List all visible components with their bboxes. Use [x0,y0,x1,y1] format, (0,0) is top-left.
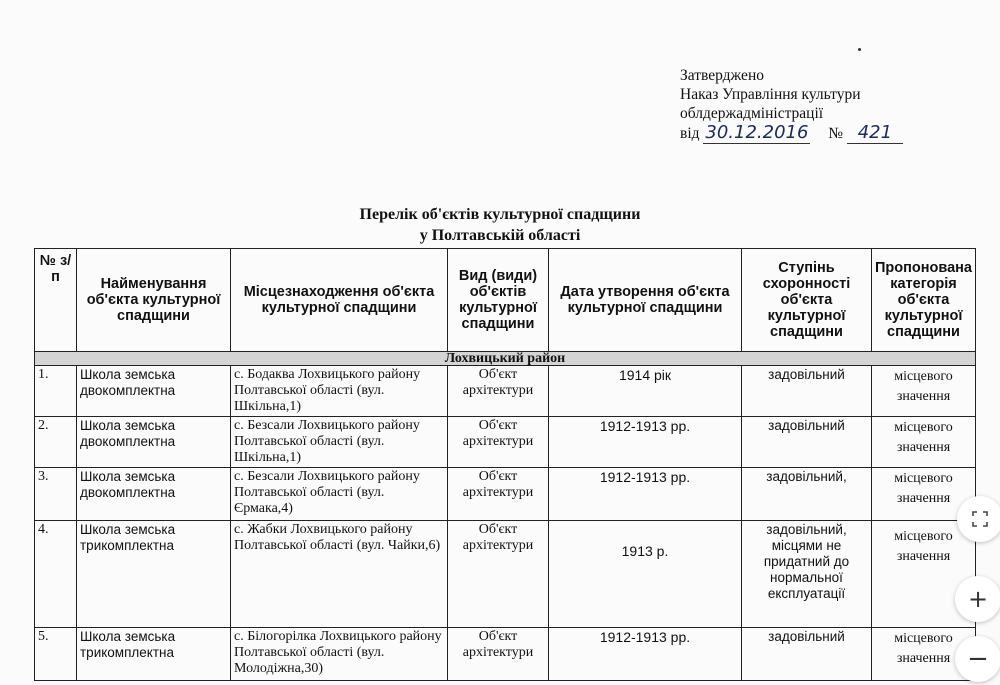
cell-num: 4. [35,521,77,628]
cell-condition: задовільний [742,366,872,417]
cell-date: 1912-1913 рр. [549,417,742,468]
table-row [35,417,976,468]
table-row [35,521,976,628]
cell-name: Школа земська двокомплектна [77,468,231,521]
cell-type: Об'єкт архітектури [448,468,549,521]
zoom-out-button[interactable] [955,636,1000,682]
cell-name: Школа земська трикомплектна [77,628,231,681]
cell-condition: задовільний [742,417,872,468]
cell-type: Об'єкт архітектури [448,521,549,628]
cell-num: 5. [35,628,77,681]
table-row [35,468,976,521]
cell-date: 1914 рік [549,366,742,417]
cell-type: Об'єкт архітектури [448,628,549,681]
date-prefix: від [680,125,700,142]
handwritten-date: 30.12.2016 [705,122,809,143]
cell-num: 2. [35,417,77,468]
header-date: Дата утворення об'єкта культурної спадщини [549,249,742,352]
approval-line-2: Наказ Управління культури [680,86,861,103]
header-location: Місцезнаходження об'єкта культурної спадщини [231,249,448,352]
cell-name: Школа земська трикомплектна [77,521,231,628]
fullscreen-button[interactable] [957,496,1000,542]
minus-icon: − [967,644,989,674]
cell-category: місцевого значення [872,417,976,468]
cell-category: місцевого значення [872,366,976,417]
region-row [35,352,976,366]
approval-line-1: Затверджено [680,67,764,84]
table-row [35,628,976,681]
cell-num: 3. [35,468,77,521]
region-name: Лохвицький район [35,352,976,366]
cell-location: с. Білогорілка Лохвицького району Полтавської області (вул. Молодіжна,30) [231,628,448,681]
header-name: Найменування об'єкта культурної спадщини [77,249,231,352]
approval-date-line [680,123,903,144]
plus-icon: + [967,585,989,613]
cell-location: с. Безсали Лохвицького району Полтавської області (вул. Єрмака,4) [231,468,448,521]
cell-category: місцевого значення [872,468,976,521]
cell-location: с. Бодаква Лохвицького району Полтавської області (вул. Шкільна,1) [231,366,448,417]
cell-num: 1. [35,366,77,417]
cell-condition: задовільний [742,628,872,681]
handwritten-number: 421 [847,123,903,144]
cell-date: 1912-1913 рр. [549,628,742,681]
cell-condition: задовільний, [742,468,872,521]
cell-category: місцевого значення [872,628,976,681]
fullscreen-icon [972,511,988,527]
scan-speck [858,48,861,51]
heritage-table [34,248,976,681]
zoom-in-button[interactable] [955,576,1000,622]
cell-type: Об'єкт архітектури [448,366,549,417]
header-type: Вид (види) об'єктів культурної спадщини [448,249,549,352]
table-row [35,366,976,417]
document-title: Перелік об'єктів культурної спадщини [359,206,641,223]
document-subtitle: у Полтавській області [419,227,581,244]
cell-name: Школа земська двокомплектна [77,417,231,468]
header-condition: Ступінь схоронності об'єкта культурної спадщини [742,249,872,352]
header-num: № з/п [35,249,77,352]
number-prefix: № [828,125,843,142]
cell-type: Об'єкт архітектури [448,417,549,468]
cell-date: 1912-1913 рр. [549,468,742,521]
cell-location: с. Жабки Лохвицького району Полтавської області (вул. Чайки,6) [231,521,448,628]
cell-name: Школа земська двокомплектна [77,366,231,417]
approval-block [680,66,903,144]
cell-location: с. Безсали Лохвицького району Полтавської області (вул. Шкільна,1) [231,417,448,468]
header-category: Пропонована категорія об'єкта культурної спадщини [872,249,976,352]
cell-condition: задовільний, місцями не придатний до нормальної експлуатації [742,521,872,628]
approval-line-3: облдержадміністрації [680,105,824,122]
table-header-row [35,249,976,352]
cell-category: місцевого значення [872,521,976,628]
cell-date: 1913 р. [549,521,742,628]
